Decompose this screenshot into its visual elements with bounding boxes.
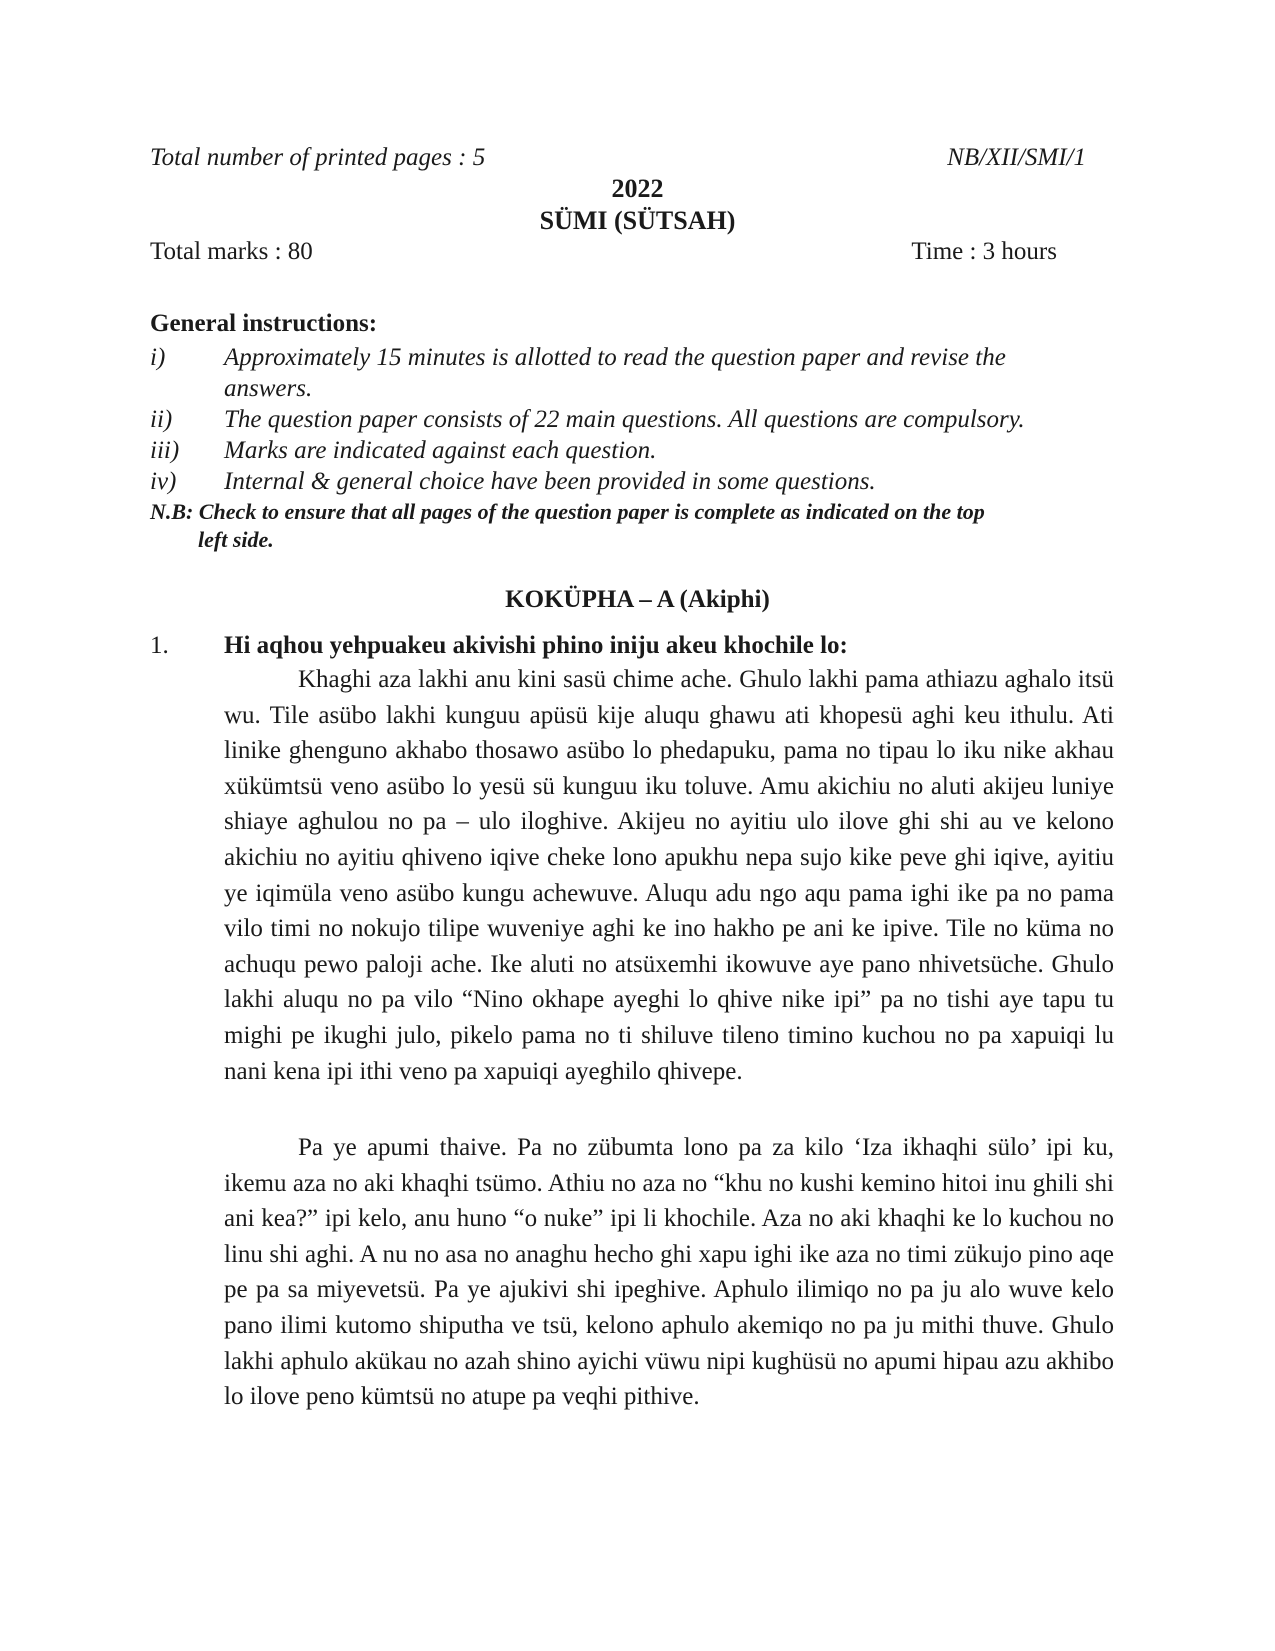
instruction-text: Approximately 15 minutes is allotted to read the question paper and revise the answers. [224, 344, 1006, 402]
header-top-row [150, 144, 1090, 172]
instruction-number: ii) [150, 406, 173, 433]
question-prompt: Hi aqhou yehpuakeu akivishi phino iniju akeu khochile lo: [224, 632, 848, 659]
instruction-text: Internal & general choice have been provided in some questions. [224, 468, 876, 495]
instruction-number: iii) [150, 437, 180, 464]
passage-paragraph-1: Khaghi aza lakhi anu kini sasü chime ache. Ghulo lakhi pama athiazu aghalo itsü wu. Tile asübo lakhi kunguu apüsü kije aluqu ghawu ati khopesü aghi keu ithulu. Ati linike ghenguno akhabo thosawo asübo lo phedapuku, pama no tipau lo iku nike akhau xükümtsü veno asübo lo yesü sü kunguu iku toluve. Amu akichiu no aluti akijeu luniye shiaye aghulou no pa – ulo iloghive. Akijeu no ayitiu ulo ilove ghi shi au ve kelono akichiu no ayitiu qhiveno iqive cheke lono apukhu nepa sujo kike peve ghi iqive, ayitiu ye iqimüla veno asübo kungu achewuve. Aluqu adu ngo aqu pama ighi ike pa no pama vilo timi no nokujo tilipe wuveniye aghi ke ino hakho pe ani ke ipive. Tile no küma no achuqu pewo paloji ache. Ike aluti no atsüxemhi ikowuve aye pano nhivetsüche. Ghulo lakhi aluqu no pa vilo “Nino okhape ayeghi lo qhive nike ipi” pa no tishi aye tapu tu mighi pe ikughi julo, pikelo pama no ti shiluve tileno timino kuchou no pa xapuiqi lu nani kena ipi ithi veno pa xapuiqi ayeghilo qhivepe. [224, 666, 1114, 1085]
section-title: KOKÜPHA – A (Akiphi) [505, 586, 770, 613]
total-marks: Total marks : 80 [150, 238, 313, 265]
instructions-list [150, 342, 1100, 497]
instruction-item [150, 404, 1100, 435]
printed-pages-note: Total number of printed pages : 5 [150, 144, 486, 171]
instruction-text: Marks are indicated against each question. [224, 437, 657, 464]
nb-note-line2: left side. [198, 527, 274, 552]
instruction-item [150, 466, 1100, 497]
instruction-text: The question paper consists of 22 main questions. All questions are compulsory. [224, 406, 1025, 433]
exam-time: Time : 3 hours [911, 238, 1057, 265]
question-1-header [150, 632, 1110, 660]
question-number: 1. [150, 632, 169, 659]
subject-title: SÜMI (SÜTSAH) [539, 206, 736, 235]
nb-note [150, 498, 1100, 554]
passage-paragraph-2: Pa ye apumi thaive. Pa no zübumta lono pa za kilo ‘Iza ikhaqhi sülo’ ipi ku, ikemu aza no aki khaqhi tsümo. Athiu no aza no “khu no kushi kemino hitoi inu ghili shi ani kea?” ipi kelo, anu huno “o nuke” ipi li khochile. Aza no aki khaqhi ke lo kuchou no linu shi aghi. A nu no asa no anaghu hecho ghi xapu ighi ike aza no timi zükujo pino aqe pe pa sa miyevetsü. Pa ye ajukivi shi ipeghive. Aphulo ilimiqo no pa ju alo wuve kelo pano ilimi kutomo shiputha ve tsü, kelono aphulo akemiqo no pa ju mithi thuve. Ghulo lakhi aphulo akükau no azah shino ayichi vüwu nipi kughüsü no apumi hipau azu akhibo lo ilove peno kümtsü no atupe pa veqhi pithive. [224, 1134, 1114, 1411]
nb-note-line1: N.B: Check to ensure that all pages of the question paper is complete as indicated on the top [150, 499, 985, 524]
instruction-item [150, 435, 1100, 466]
marks-time-row [150, 238, 1090, 266]
instruction-number: i) [150, 344, 166, 371]
exam-year: 2022 [611, 174, 664, 203]
instruction-number: iv) [150, 468, 177, 495]
instructions-heading: General instructions: [150, 310, 378, 337]
paper-code: NB/XII/SMI/1 [947, 144, 1086, 171]
instruction-item [150, 342, 1100, 404]
